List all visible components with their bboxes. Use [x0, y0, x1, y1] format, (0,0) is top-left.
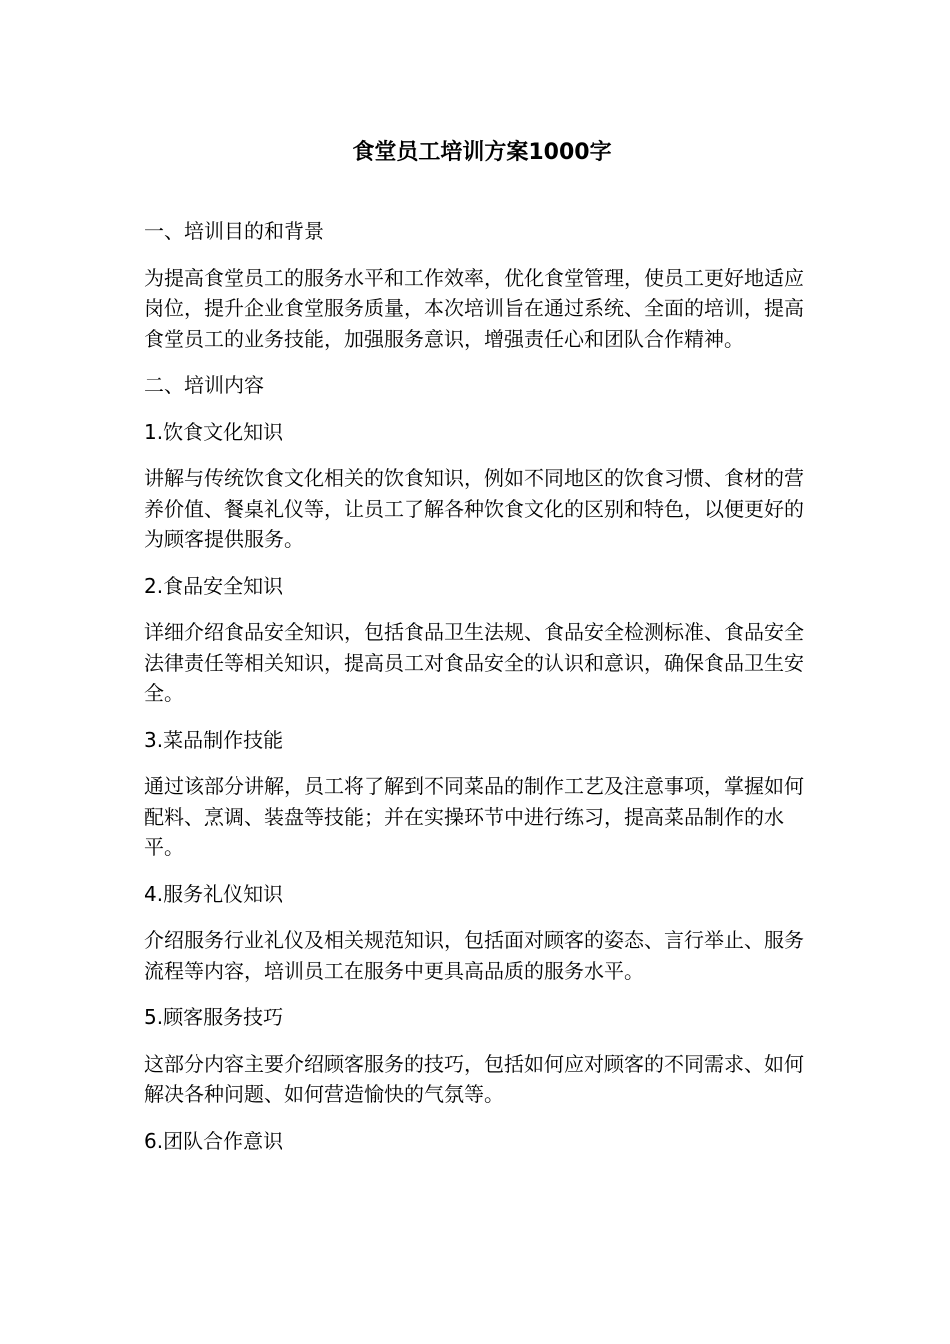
- paragraph: 这部分内容主要介绍顾客服务的技巧，包括如何应对顾客的不同需求、如何解决各种问题、如何营造愉快的气氛等。: [144, 1051, 804, 1106]
- subsection-heading: 4.服务礼仪知识: [144, 881, 284, 906]
- subsection-heading: 5.顾客服务技巧: [144, 1005, 284, 1029]
- paragraph: 通过该部分讲解，员工将了解到不同菜品的制作工艺及注意事项，掌握如何配料、烹调、装盘等技能；并在实操环节中进行练习，提高菜品制作的水平。: [144, 774, 804, 859]
- document-body: [144, 216, 814, 1156]
- subsection-heading: 1.饮食文化知识: [144, 419, 284, 444]
- subsection-heading: 6.团队合作意识: [144, 1128, 284, 1153]
- document-title: 食堂员工培训方案1000字: [352, 140, 612, 165]
- section-heading: 二、培训内容: [144, 373, 264, 397]
- paragraph: 讲解与传统饮食文化相关的饮食知识，例如不同地区的饮食习惯、食材的营养价值、餐桌礼仪等，让员工了解各种饮食文化的区别和特色，以便更好的为顾客提供服务。: [144, 466, 804, 551]
- paragraph: 介绍服务行业礼仪及相关规范知识，包括面对顾客的姿态、言行举止、服务流程等内容，培训员工在服务中更具高品质的服务水平。: [144, 928, 804, 983]
- paragraph: 为提高食堂员工的服务水平和工作效率，优化食堂管理，使员工更好地适应岗位，提升企业食堂服务质量，本次培训旨在通过系统、全面的培训，提高食堂员工的业务技能，加强服务意识，增强责任心和团队合作精神。: [144, 265, 804, 351]
- section-heading: 一、培训目的和背景: [144, 219, 324, 243]
- paragraph: 详细介绍食品安全知识，包括食品卫生法规、食品安全检测标准、食品安全法律责任等相关知识，提高员工对食品安全的认识和意识，确保食品卫生安全。: [144, 620, 804, 705]
- subsection-heading: 3.菜品制作技能: [144, 727, 284, 752]
- subsection-heading: 2.食品安全知识: [144, 573, 284, 598]
